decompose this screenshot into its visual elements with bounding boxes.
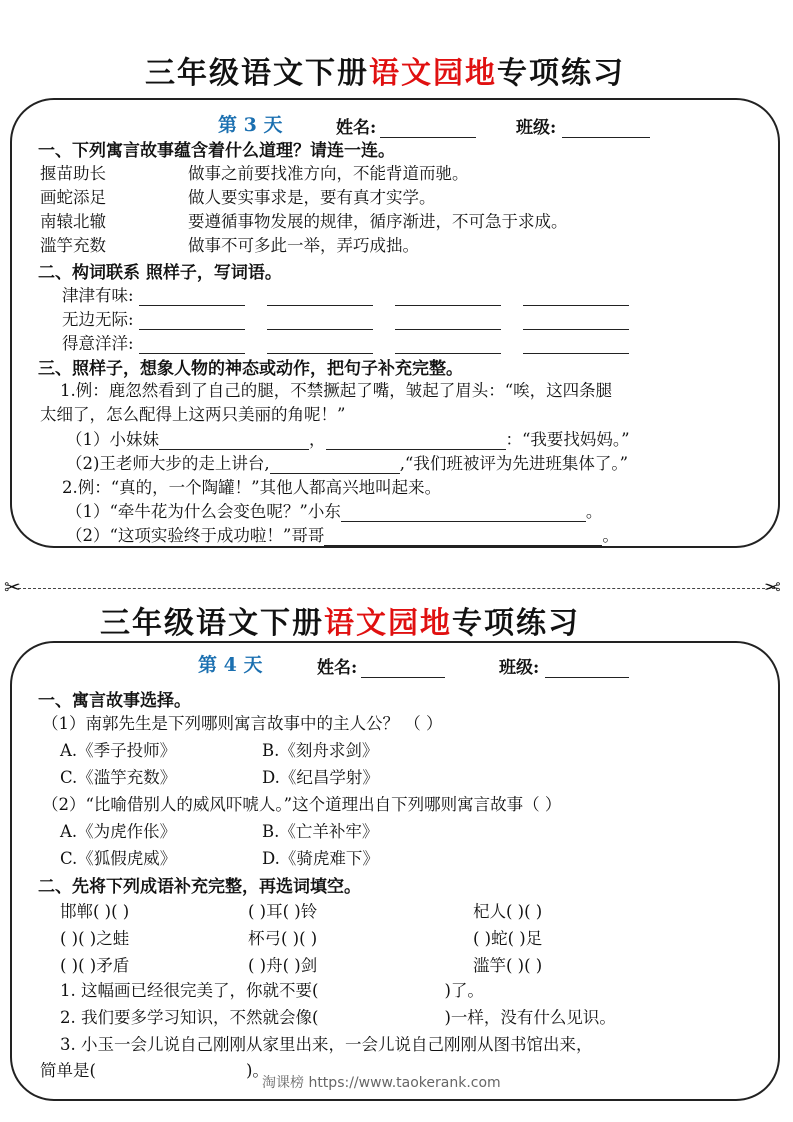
example-text: 1.例：鹿忽然看到了自己的腿，不禁撅起了嘴，皱起了眉头：“唉，这四条腿 <box>60 381 613 400</box>
idiom-item[interactable]: 揠苗助长 <box>40 164 106 183</box>
scissors-icon: ✂ <box>4 575 21 599</box>
moral-item[interactable]: 做人要实事求是，要有真才实学。 <box>188 188 436 207</box>
choice-option[interactable]: D.《骑虎难下》 <box>262 849 379 868</box>
section-heading: 二、先将下列成语补充完整，再选词填空。 <box>38 877 361 897</box>
sentence-2: （2)王老师大步的走上讲台, ,“我们班被评为先进班集体了。” <box>66 454 629 473</box>
sentence-3: （1）“牵牛花为什么会变色呢？”小东 。 <box>66 502 603 521</box>
choice-option[interactable]: C.《狐假虎威》 <box>60 849 177 868</box>
moral-item[interactable]: 做事不可多此一举，弄巧成拙。 <box>188 236 419 255</box>
example-text: 太细了，怎么配得上这两只美丽的角呢！” <box>40 405 346 424</box>
section-heading: 二、构词联系 照样子，写词语。 <box>38 263 282 283</box>
idiom-fill[interactable]: 杯弓( )( ) <box>248 929 318 948</box>
idiom-fill[interactable]: ( )舟( )剑 <box>248 956 318 975</box>
choice-option[interactable]: A.《为虎作伥》 <box>60 822 177 841</box>
moral-item[interactable]: 做事之前要找准方向，不能背道而驰。 <box>188 164 469 183</box>
word-row: 津津有味: <box>62 282 651 306</box>
footer-watermark: 淘课榜 https://www.taokerank.com <box>262 1075 501 1091</box>
section-heading: 三、照样子，想象人物的神态或动作，把句子补充完整。 <box>38 359 463 379</box>
moral-item[interactable]: 要遵循事物发展的规律，循序渐进，不可急于求成。 <box>188 212 568 231</box>
idiom-item[interactable]: 南辕北辙 <box>40 212 106 231</box>
fill-sentence-3: 3. 小玉一会儿说自己刚刚从家里出来，一会儿说自己刚刚从图书馆出来， <box>60 1035 593 1054</box>
fill-sentence-3-cont: 简单是( )。 <box>40 1061 269 1080</box>
sentence-4: （2）“这项实验终于成功啦！”哥哥 。 <box>66 526 619 545</box>
day-label: 第 4 天 <box>198 654 263 676</box>
choice-option[interactable]: B.《亡羊补牢》 <box>262 822 379 841</box>
word-row: 得意洋洋: <box>62 330 651 354</box>
idiom-fill[interactable]: ( )蛇( )足 <box>473 929 543 948</box>
idiom-item[interactable]: 滥竽充数 <box>40 236 106 255</box>
page-title-bottom: 三年级语文下册语文园地专项练习 <box>100 606 580 641</box>
section-heading: 一、下列寓言故事蕴含着什么道理？请连一连。 <box>38 141 395 161</box>
choice-option[interactable]: D.《纪昌学射》 <box>262 768 379 787</box>
idiom-fill[interactable]: ( )( )矛盾 <box>60 956 130 975</box>
name-label: 姓名: <box>317 653 445 678</box>
scissors-icon: ✂ <box>764 575 781 599</box>
name-field[interactable] <box>361 659 445 678</box>
choice-option[interactable]: A.《季子投师》 <box>60 741 177 760</box>
idiom-fill[interactable]: 邯郸( )( ) <box>60 902 130 921</box>
question-text: （2）“比喻借别人的威风吓唬人。”这个道理出自下列哪则寓言故事（ ） <box>42 795 562 814</box>
fill-sentence-2: 2. 我们要多学习知识，不然就会像( )一样，没有什么见识。 <box>60 1008 616 1027</box>
example-text: 2.例：“真的，一个陶罐！”其他人都高兴地叫起来。 <box>62 478 442 497</box>
idiom-fill[interactable]: ( )耳( )铃 <box>248 902 318 921</box>
fill-sentence-1: 1. 这幅画已经很完美了，你就不要( )了。 <box>60 981 484 1000</box>
section-heading: 一、寓言故事选择。 <box>38 691 191 711</box>
idiom-fill[interactable]: 杞人( )( ) <box>473 902 543 921</box>
sentence-1: （1）小妹妹 ， ：“我要找妈妈。” <box>66 430 630 449</box>
page-title-top: 三年级语文下册语文园地专项练习 <box>145 56 625 91</box>
question-text: （1）南郭先生是下列哪则寓言故事中的主人公？ （ ） <box>42 714 443 733</box>
idiom-fill[interactable]: ( )( )之蛙 <box>60 929 130 948</box>
choice-option[interactable]: C.《滥竽充数》 <box>60 768 177 787</box>
class-field[interactable] <box>562 119 650 138</box>
class-label: 班级: <box>516 113 650 138</box>
name-label: 姓名: <box>336 113 476 138</box>
word-row: 无边无际: <box>62 306 651 330</box>
day-label: 第 3 天 <box>218 114 283 136</box>
class-label: 班级: <box>499 653 629 678</box>
idiom-fill[interactable]: 滥竽( )( ) <box>473 956 543 975</box>
idiom-item[interactable]: 画蛇添足 <box>40 188 106 207</box>
class-field[interactable] <box>545 659 629 678</box>
choice-option[interactable]: B.《刻舟求剑》 <box>262 741 379 760</box>
cut-line <box>18 588 775 589</box>
